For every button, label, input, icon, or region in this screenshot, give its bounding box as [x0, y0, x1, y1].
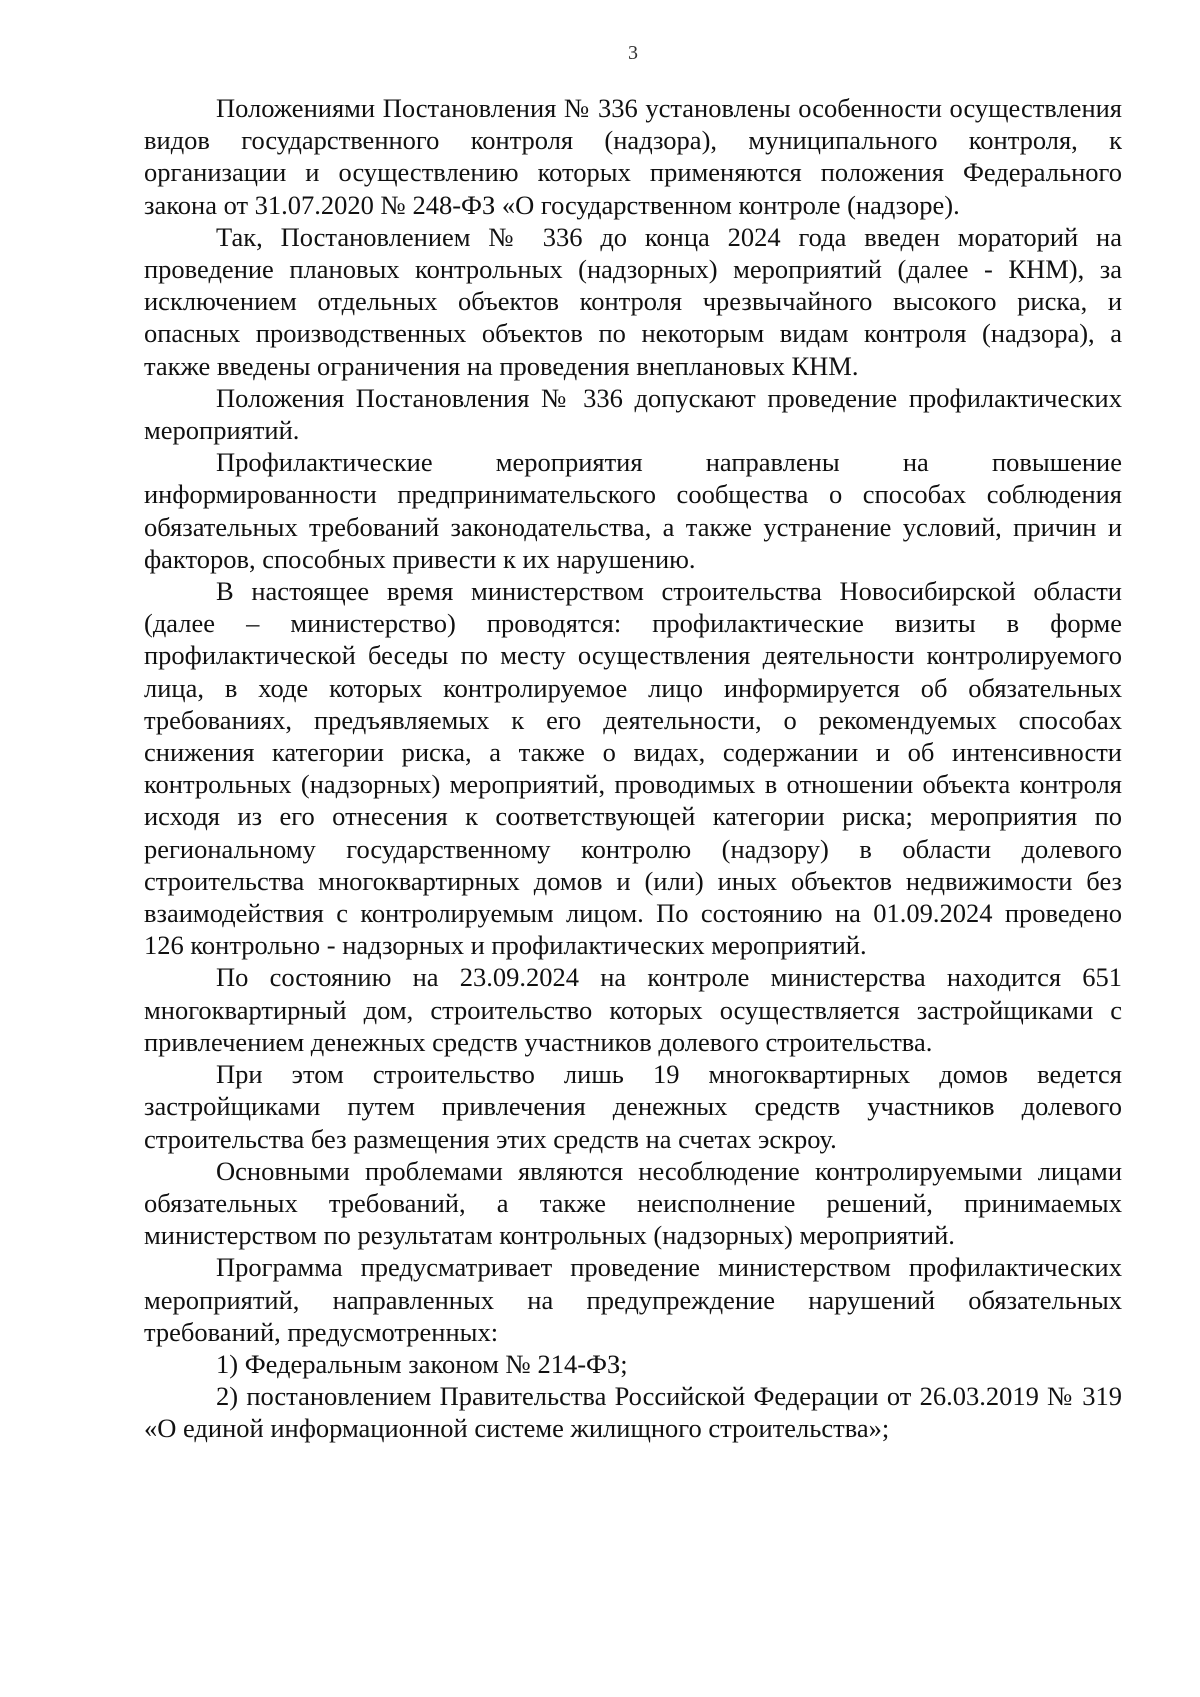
paragraph-current-activities: В настоящее время министерством строительства Новосибирской области (далее – министерство) проводятся: профилактические визиты в форме профилактической беседы по месту осуществления деятельности контролируемого лица, в ходе которых контролируемое лицо информируется об обязательных требованиях, предъявляемых к его деятельности, о рекомендуемых способах снижения категории риска, а также о видах, содержании и об интенсивности контрольных (надзорных) мероприятий, проводимых в отношении объекта контроля исходя из его отнесения к соответствующей категории риска; мероприятия по региональному государственному контролю (надзору) в области долевого строительства многоквартирных домов и (или) иных объектов недвижимости без взаимодействия с контролируемым лицом. По состоянию на 01.09.2024 проведено 126 контрольно - надзорных и профилактических мероприятий. — [144, 576, 1122, 961]
paragraph-resolution-336: Положениями Постановления № 336 установлены особенности осуществления видов государственного контроля (надзора), муниципального контроля, к организации и осуществлению которых применяются положения Федерального закона от 31.07.2020 № 248-ФЗ «О государственном контроле (надзоре). — [144, 93, 1122, 220]
paragraph-main-problems: Основными проблемами являются несоблюдение контролируемыми лицами обязательных требований, а также неисполнение решений, принимаемых министерством по результатам контрольных (надзорных) мероприятий. — [144, 1155, 1122, 1251]
list-item-1: 1) Федеральным законом № 214-ФЗ; — [216, 1348, 628, 1379]
paragraph-moratorium: Так, Постановлением № 336 до конца 2024 года введен мораторий на проведение плановых контрольных (надзорных) мероприятий (далее - КНМ), за исключением отдельных объектов контроля чрезвычайного высокого риска, и опасных производственных объектов по некоторым видам контроля (надзора), а также введены ограничения на проведения внеплановых КНМ. — [144, 221, 1122, 381]
page-number: 3 — [628, 42, 638, 64]
paragraph-preventive-purpose: Профилактические мероприятия направлены на повышение информированности предпринимательского сообщества о способах соблюдения обязательных требований законодательства, а также устранение условий, причин и факторов, способных привести к их нарушению. — [144, 447, 1122, 574]
paragraph-program-scope: Программа предусматривает проведение министерством профилактических мероприятий, направленных на предупреждение нарушений обязательных требований, предусмотренных: — [144, 1252, 1122, 1347]
paragraph-houses-under-control: По состоянию на 23.09.2024 на контроле министерства находится 651 многоквартирный дом, строительство которых осуществляется застройщиками с привлечением денежных средств участников долевого строительства. — [144, 962, 1122, 1057]
paragraph-preventive-allowed: Положения Постановления № 336 допускают проведение профилактических мероприятий. — [144, 382, 1122, 446]
paragraph-without-escrow: При этом строительство лишь 19 многоквартирных домов ведется застройщиками путем привлечения денежных средств участников долевого строительства без размещения этих средств на счетах эскроу. — [144, 1059, 1122, 1154]
list-item-2: 2) постановлением Правительства Российской Федерации от 26.03.2019 № 319 «О единой информационной системе жилищного строительства»; — [144, 1381, 1122, 1444]
document-body — [144, 92, 1122, 1445]
